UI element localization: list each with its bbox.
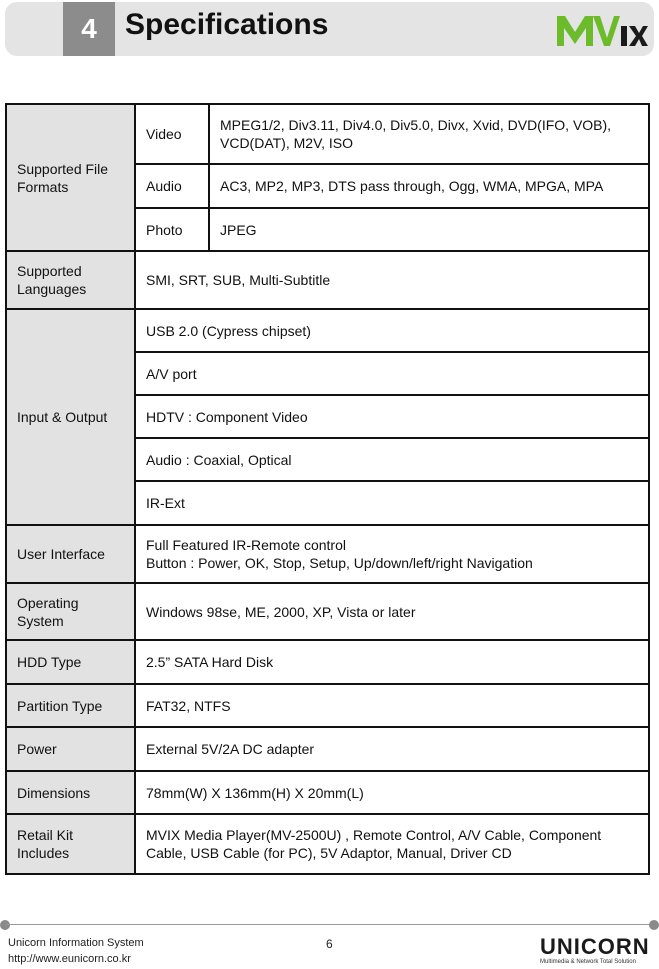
footer-dot-right: [649, 920, 659, 930]
format-type-audio: Audio: [135, 164, 209, 208]
mvix-logo: [553, 8, 648, 52]
table-row: [6, 727, 649, 771]
row-value-retail-kit: MVIX Media Player(MV-2500U) , Remote Control, A/V Cable, Component Cable, USB Cable (for PC), 5V Adaptor, Manual, Driver CD: [135, 814, 649, 874]
row-value-hdd-type: 2.5” SATA Hard Disk: [135, 640, 649, 684]
section-header: [5, 2, 654, 56]
unicorn-logo-text: UNICORN: [540, 934, 650, 959]
row-label-partition-type: Partition Type: [6, 684, 135, 727]
unicorn-logo-tagline: Multimedia & Network Total Solution: [540, 959, 636, 965]
page-title: Specifications: [125, 8, 329, 41]
table-row: [6, 814, 649, 874]
io-item-hdtv: HDTV : Component Video: [135, 395, 649, 438]
specifications-table: [5, 103, 650, 875]
footer-divider: [6, 924, 654, 925]
table-row: [6, 251, 649, 309]
row-label-retail-kit: Retail Kit Includes: [6, 814, 135, 874]
io-item-av-port: A/V port: [135, 352, 649, 395]
page-number: 6: [326, 937, 333, 951]
table-row: [6, 684, 649, 727]
row-label-file-formats: Supported File Formats: [6, 104, 135, 251]
table-row: [6, 771, 649, 814]
row-value-user-interface: Full Featured IR-Remote control Button : Power, OK, Stop, Setup, Up/down/left/right Navigation: [135, 525, 649, 583]
row-label-hdd-type: HDD Type: [6, 640, 135, 684]
table-row: [6, 640, 649, 684]
footer-dot-left: [0, 920, 10, 930]
unicorn-logo: [540, 936, 652, 968]
row-label-user-interface: User Interface: [6, 525, 135, 583]
row-label-power: Power: [6, 727, 135, 771]
format-value-audio: AC3, MP2, MP3, DTS pass through, Ogg, WMA, MPGA, MPA: [209, 164, 649, 208]
row-label-languages: Supported Languages: [6, 251, 135, 309]
row-label-input-output: Input & Output: [6, 309, 135, 525]
section-number: 4: [63, 2, 115, 56]
table-row: [6, 309, 649, 352]
io-item-usb: USB 2.0 (Cypress chipset): [135, 309, 649, 352]
table-row: [6, 583, 649, 640]
footer-company: Unicorn Information System: [8, 937, 144, 949]
format-type-photo: Photo: [135, 208, 209, 251]
io-item-ir-ext: IR-Ext: [135, 481, 649, 525]
row-value-operating-system: Windows 98se, ME, 2000, XP, Vista or later: [135, 583, 649, 640]
format-value-photo: JPEG: [209, 208, 649, 251]
footer-url: http://www.eunicorn.co.kr: [8, 953, 131, 965]
row-label-operating-system: Operating System: [6, 583, 135, 640]
row-value-languages: SMI, SRT, SUB, Multi-Subtitle: [135, 251, 649, 309]
format-value-video: MPEG1/2, Div3.11, Div4.0, Div5.0, Divx, Xvid, DVD(IFO, VOB), VCD(DAT), M2V, ISO: [209, 104, 649, 164]
row-label-dimensions: Dimensions: [6, 771, 135, 814]
row-value-power: External 5V/2A DC adapter: [135, 727, 649, 771]
row-value-dimensions: 78mm(W) X 136mm(H) X 20mm(L): [135, 771, 649, 814]
io-item-audio: Audio : Coaxial, Optical: [135, 438, 649, 481]
table-row: [6, 525, 649, 583]
row-value-partition-type: FAT32, NTFS: [135, 684, 649, 727]
table-row: [6, 104, 649, 164]
format-type-video: Video: [135, 104, 209, 164]
